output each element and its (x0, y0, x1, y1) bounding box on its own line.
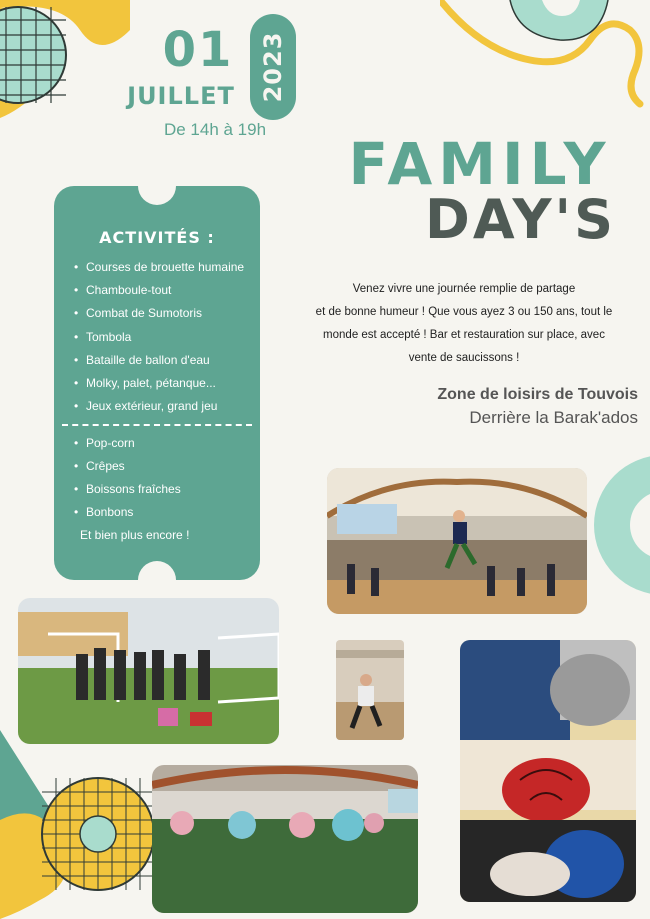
description-paragraph (286, 278, 642, 370)
photo-indoor-player (336, 640, 404, 740)
activities-list (62, 260, 254, 422)
list-item: • Combat de Sumotoris (74, 306, 254, 329)
ticket-notch-top (138, 167, 176, 205)
title-days: DAY'S (425, 188, 616, 251)
list-item: • Crêpes (74, 459, 254, 482)
description-line: vente de saucissons ! (408, 352, 520, 364)
description-line: monde est accepté ! Bar et restauration sur place, avec (323, 329, 605, 341)
list-item: • Boissons fraîches (74, 482, 254, 505)
photo-bubble-football (152, 765, 418, 913)
description-line: et de bonne humeur ! Que vous ayez 3 ou 150 ans, tout le (315, 306, 613, 318)
event-hours: De 14h à 19h (163, 120, 267, 139)
activities-ticket (54, 186, 260, 580)
list-item: • Pop-corn (74, 436, 254, 459)
event-year-badge (250, 14, 296, 120)
photo-football-field (18, 598, 279, 744)
location-name: Zone de loisirs de Touvois (437, 386, 638, 403)
event-day: 01 (162, 22, 234, 78)
description-line: Venez vivre une journée remplie de partage (352, 283, 576, 295)
activities-extra: Et bien plus encore ! (80, 528, 190, 542)
photo-gym-jump (327, 468, 587, 614)
decor-top-right (440, 0, 650, 112)
decor-right-ring (594, 450, 650, 600)
photo-costumes (460, 640, 636, 902)
snacks-list (62, 436, 254, 528)
list-item: • Jeux extérieur, grand jeu (74, 399, 254, 422)
list-item: • Molky, palet, pétanque... (74, 376, 254, 399)
event-year: 2023 (259, 31, 287, 103)
title-family: FAMILY (348, 130, 612, 198)
list-item: • Bataille de ballon d'eau (74, 353, 254, 376)
list-item: • Bonbons (74, 505, 254, 528)
location-detail: Derrière la Barak'ados (469, 408, 638, 427)
dashed-divider (62, 424, 252, 426)
ticket-notch-bottom (138, 561, 176, 599)
list-item: • Courses de brouette humaine (74, 260, 254, 283)
list-item: • Chamboule-tout (74, 283, 254, 306)
activities-title: ACTIVITÉS : (99, 228, 215, 247)
decor-top-left (0, 0, 140, 130)
event-month: JUILLET (127, 82, 235, 110)
list-item: • Tombola (74, 330, 254, 353)
